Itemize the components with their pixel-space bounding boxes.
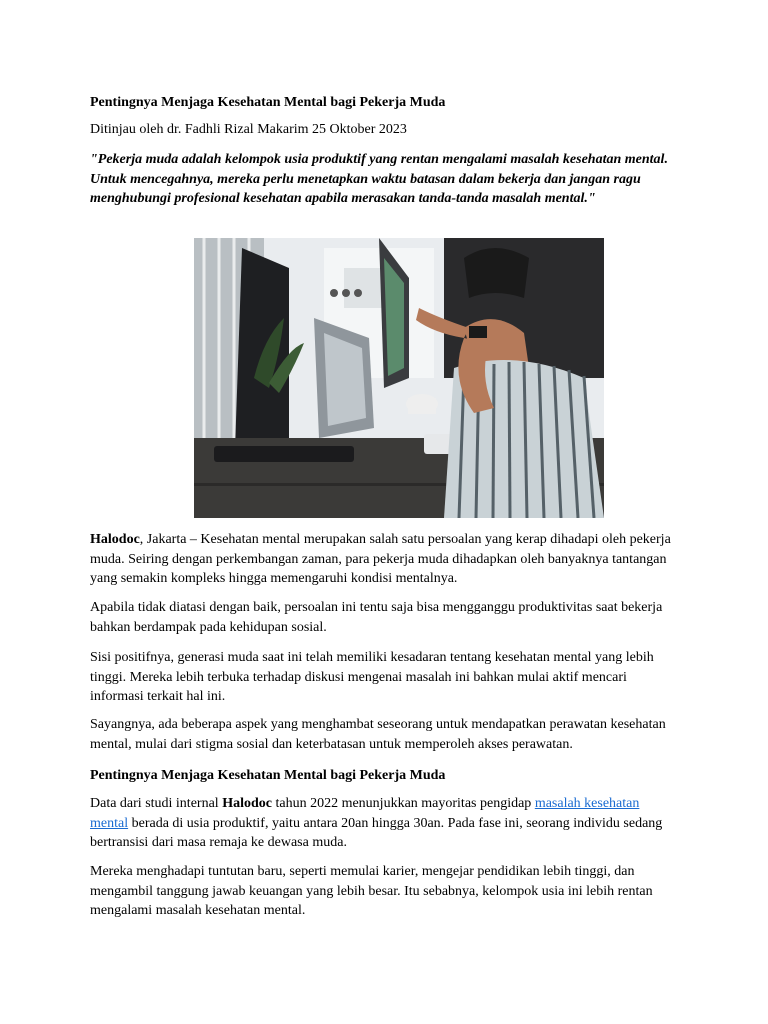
paragraph: Mereka menghadapi tuntutan baru, seperti memulai karier, mengejar pendidikan lebih tinggi, dan mengambil tanggung jawab keuangan yang lebih besar. Itu sebabnya, kelompok usia ini lebih rentan mengalami masalah kesehatan mental.: [90, 864, 653, 918]
mental-health-link[interactable]: masalah kesehatan mental: [90, 796, 640, 831]
article-title: Pentingnya Menjaga Kesehatan Mental bagi Pekerja Muda: [90, 95, 446, 110]
article-summary-quote: "Pekerja muda adalah kelompok usia produktif yang rentan mengalami masalah kesehatan mental. Untuk mencegahnya, mereka perlu menetapkan waktu batasan dalam bekerja dan jangan ragu menghubungi profesional kesehatan apabila merasakan tanda-tanda masalah mental.": [90, 152, 668, 206]
brand-name: Halodoc: [90, 532, 140, 547]
paragraph-text: Data dari studi internal: [90, 796, 223, 811]
paragraph-text: , Jakarta – Kesehatan mental merupakan salah satu persoalan yang kerap dihadapi oleh pekerja muda. Seiring dengan perkembangan zaman, para pekerja muda dihadapkan oleh banyaknya tantangan yang semakin kompleks hingga memengaruhi kondisi mentalnya.: [90, 532, 671, 586]
stressed-worker-at-computer-photo: [194, 238, 604, 518]
paragraph-study: [90, 794, 680, 853]
section-heading: Pentingnya Menjaga Kesehatan Mental bagi Pekerja Muda: [90, 768, 446, 783]
paragraph-intro: [90, 530, 680, 589]
paragraph: Sisi positifnya, generasi muda saat ini telah memiliki kesadaran tentang kesehatan mental yang lebih tinggi. Mereka lebih terbuka terhadap diskusi mengenai masalah ini bahkan mulai aktif mencari informasi terkait hal ini.: [90, 650, 654, 704]
paragraph-text: berada di usia produktif, yaitu antara 20an hingga 30an. Pada fase ini, seorang individu sedang bertransisi dari masa remaja ke dewasa muda.: [90, 815, 663, 850]
brand-name: Halodoc: [222, 796, 272, 811]
paragraph-text: tahun 2022 menunjukkan mayoritas pengidap: [271, 796, 535, 811]
paragraph: Sayangnya, ada beberapa aspek yang menghambat seseorang untuk mendapatkan perawatan kesehatan mental, mulai dari stigma sosial dan keterbatasan untuk memperoleh akses perawatan.: [90, 717, 666, 752]
paragraph: Apabila tidak diatasi dengan baik, persoalan ini tentu saja bisa mengganggu produktivitas saat bekerja bahkan berdampak pada kehidupan sosial.: [90, 600, 663, 635]
review-line: Ditinjau oleh dr. Fadhli Rizal Makarim 25 Oktober 2023: [90, 122, 407, 137]
